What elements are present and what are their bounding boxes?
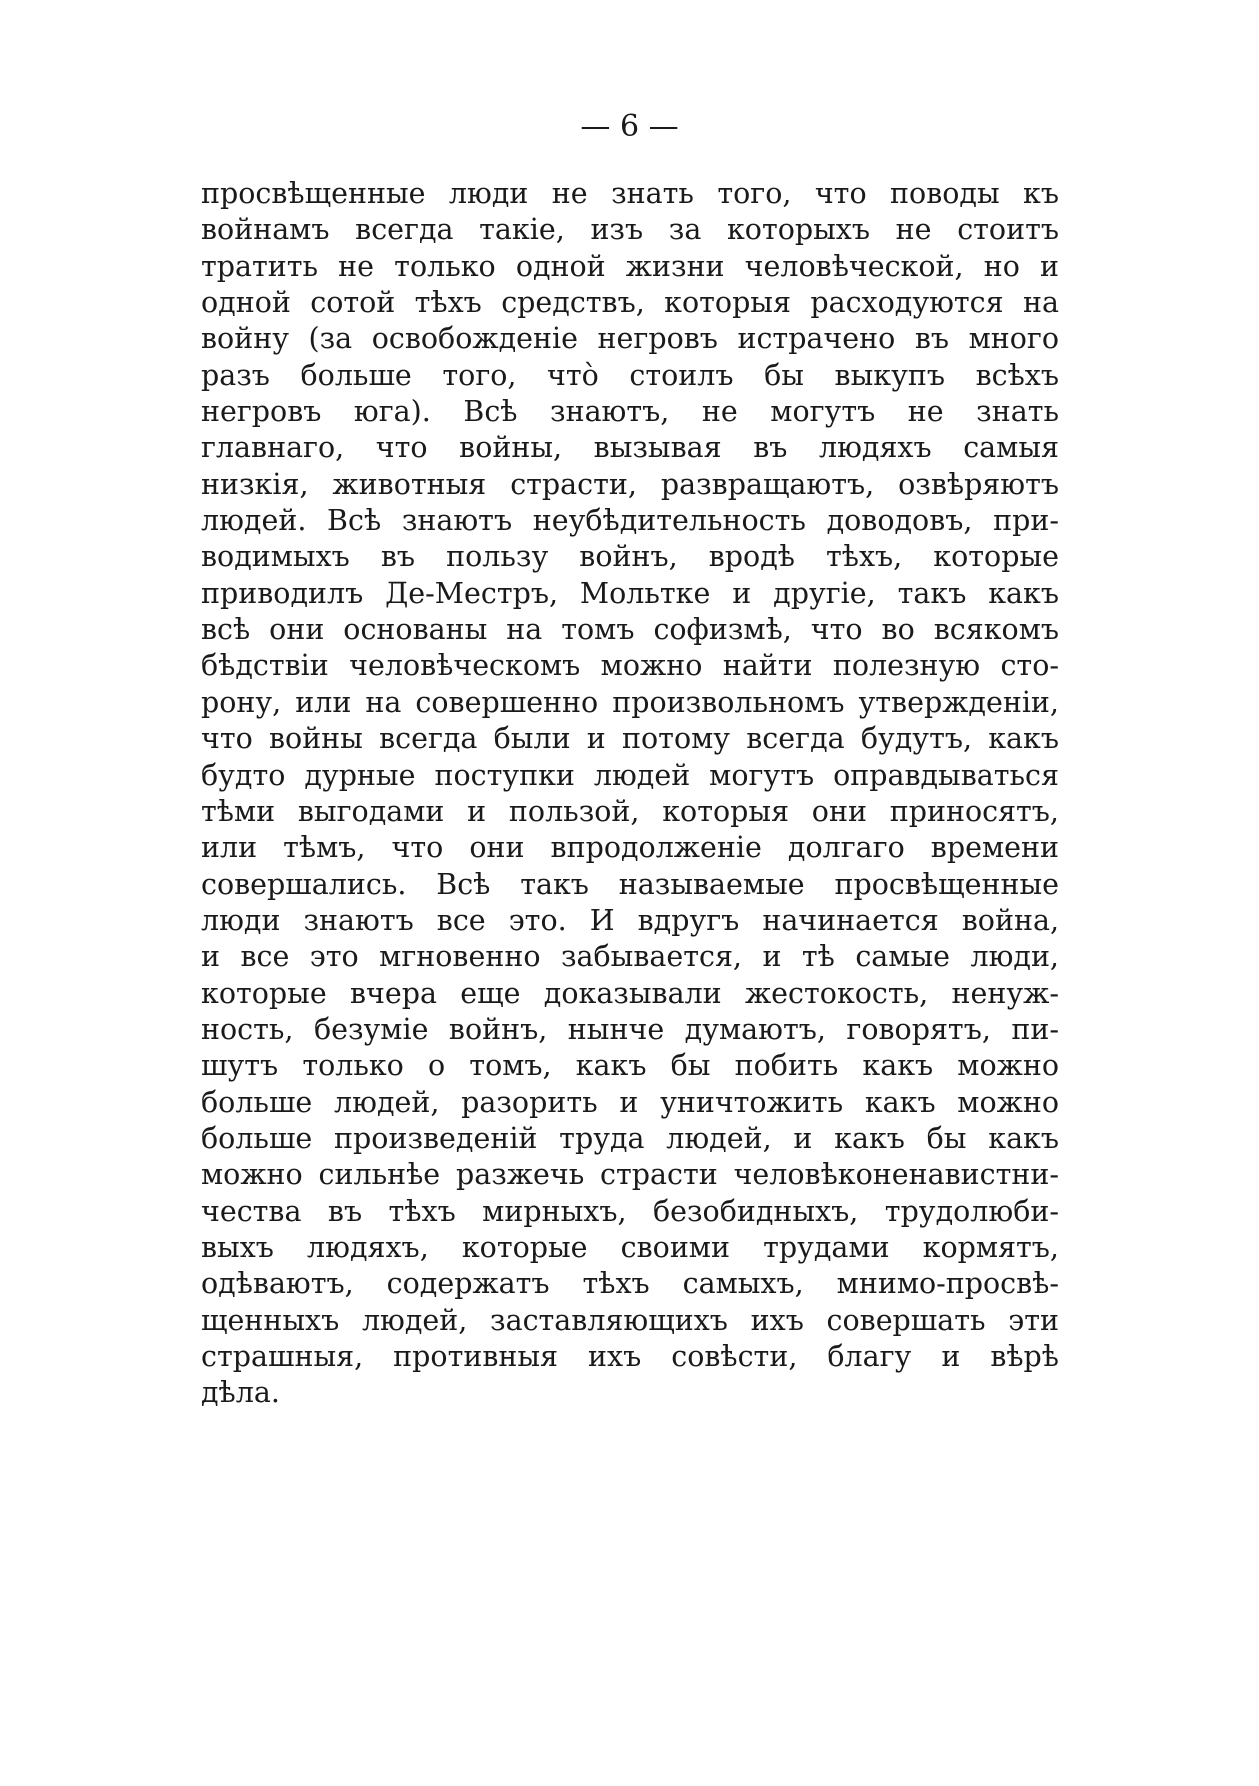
- text-line: просвѣщенные люди не знать того, что поводы къ: [201, 177, 1059, 210]
- text-line: всѣ они основаны на томъ софизмѣ, что во всякомъ: [201, 613, 1059, 647]
- text-line: больше произведеній труда людей, и какъ бы какъ: [201, 1121, 1059, 1155]
- text-line: войну (за освобожденіе негровъ истрачено въ много: [201, 322, 1059, 356]
- text-line: и все это мгновенно забывается, и тѣ самые люди,: [201, 940, 1059, 974]
- text-line: тратить не только одной жизни человѣческой, но и: [201, 249, 1059, 283]
- text-line: войнамъ всегда такіе, изъ за которыхъ не стоитъ: [201, 213, 1059, 247]
- text-line: тѣми выгодами и пользой, которыя они приносятъ,: [201, 794, 1059, 828]
- text-line: что войны всегда были и потому всегда будутъ, какъ: [201, 722, 1059, 756]
- text-line: шутъ только о томъ, какъ бы побить какъ можно: [201, 1049, 1059, 1083]
- running-head: [0, 104, 1259, 150]
- text-line: людей. Всѣ знаютъ неубѣдительность доводовъ, при-: [201, 504, 1059, 538]
- text-line: люди знаютъ все это. И вдругъ начинается война,: [201, 903, 1059, 937]
- text-line: одѣваютъ, содержатъ тѣхъ самыхъ, мнимо-просвѣ-: [201, 1267, 1059, 1301]
- text-line: чества въ тѣхъ мирныхъ, безобидныхъ, трудолюби-: [201, 1194, 1059, 1228]
- text-line: которые вчера еще доказывали жестокость, ненуж-: [201, 976, 1059, 1010]
- text-line: или тѣмъ, что они впродолженіе долгаго времени: [201, 831, 1059, 865]
- text-line: больше людей, разорить и уничтожить какъ можно: [201, 1085, 1059, 1119]
- text-line: бѣдствіи человѣческомъ можно найти полезную сто-: [201, 649, 1059, 683]
- text-line: разъ больше того, что̀ стоилъ бы выкупъ всѣхъ: [201, 358, 1059, 392]
- page-number: — 6 —: [580, 109, 679, 144]
- text-line: водимыхъ въ пользу войнъ, вродѣ тѣхъ, которые: [201, 540, 1059, 574]
- text-line: главнаго, что войны, вызывая въ людяхъ самыя: [201, 431, 1059, 465]
- text-line: негровъ юга). Всѣ знаютъ, не могутъ не знать: [201, 395, 1059, 429]
- text-line: страшныя, противныя ихъ совѣсти, благу и вѣрѣ: [201, 1340, 1059, 1373]
- text-line: дѣла.: [201, 1376, 280, 1410]
- text-line: приводилъ Де-Местръ, Мольтке и другіе, такъ какъ: [201, 576, 1059, 610]
- text-line: щенныхъ людей, заставляющихъ ихъ совершать эти: [201, 1303, 1059, 1337]
- text-line: одной сотой тѣхъ средствъ, которыя расходуются на: [201, 286, 1059, 320]
- body-text: [201, 176, 1059, 1412]
- text-line: рону, или на совершенно произвольномъ утвержденіи,: [201, 685, 1059, 719]
- text-line: низкія, животныя страсти, развращаютъ, озвѣряютъ: [201, 467, 1059, 501]
- text-line: можно сильнѣе разжечь страсти человѣконенавистни-: [201, 1158, 1059, 1192]
- text-line: совершались. Всѣ такъ называемые просвѣщенные: [201, 867, 1059, 901]
- text-line: ность, безуміе войнъ, нынче думаютъ, говорятъ, пи-: [201, 1012, 1059, 1046]
- text-line: будто дурные поступки людей могутъ оправдываться: [201, 758, 1059, 792]
- text-line: выхъ людяхъ, которые своими трудами кормятъ,: [201, 1230, 1059, 1264]
